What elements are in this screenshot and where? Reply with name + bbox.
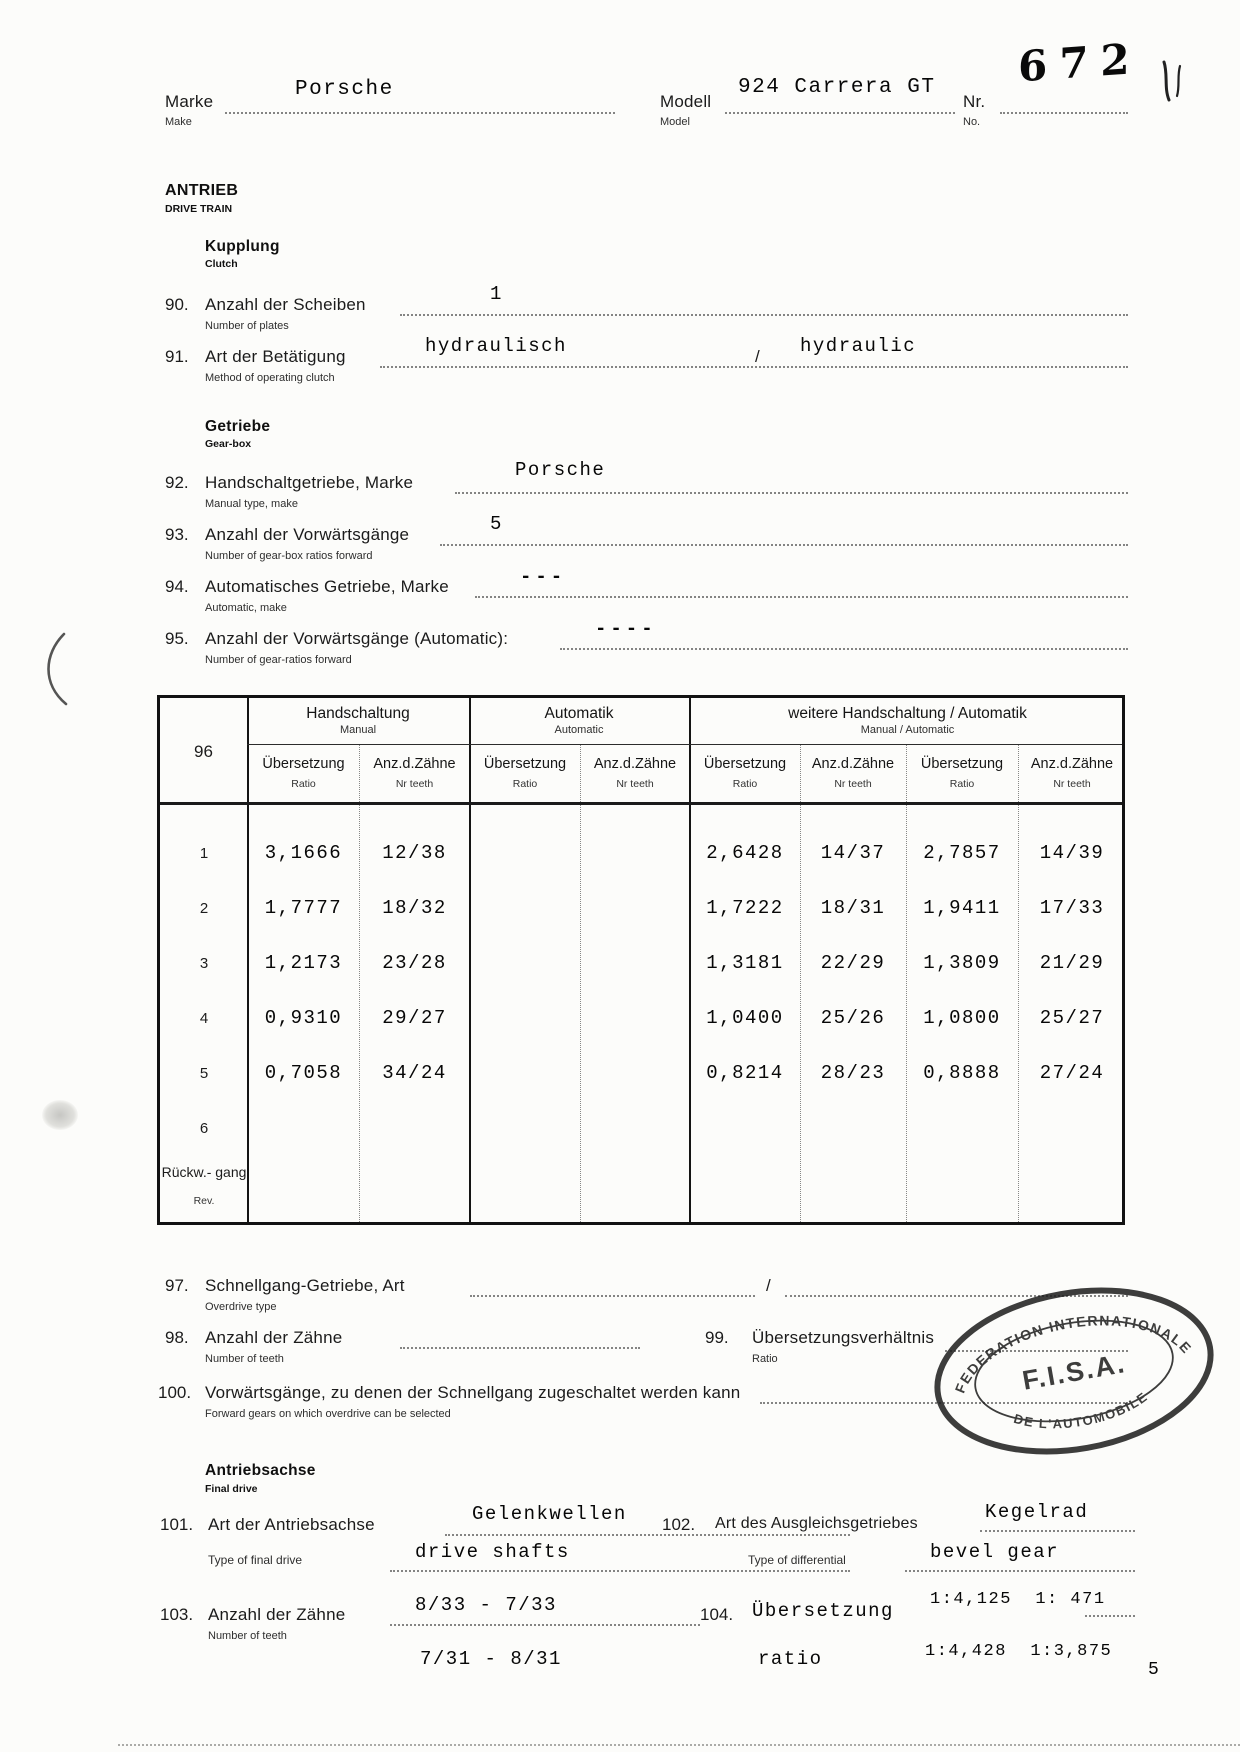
item-101-label: Art der Antriebsachse: [208, 1515, 375, 1534]
item-98-number: 98.: [165, 1328, 189, 1347]
clutch-subheading: Clutch: [205, 258, 238, 270]
item-100-sublabel: Forward gears on which overdrive can be selected: [205, 1408, 451, 1420]
cell-value: 23/28: [382, 952, 447, 974]
item-92-value: Porsche: [515, 459, 606, 481]
subheader-ratio-en-2: Ratio: [512, 778, 538, 790]
item-94-number: 94.: [165, 577, 189, 596]
cell-value: 22/29: [820, 952, 886, 974]
cell-value: 3,1666: [264, 842, 343, 864]
item-101-value-en: drive shafts: [415, 1541, 570, 1563]
subheader-ratio-3: Übersetzung: [703, 756, 787, 772]
item-95-value: ----: [595, 618, 657, 640]
cell-value: 28/23: [820, 1062, 886, 1084]
cell-value: [580, 836, 690, 870]
gear-label-reverse: Rückw.- gang: [161, 1163, 247, 1180]
cell-value: 14/37: [820, 842, 886, 864]
stamp-center-text: F.I.S.A.: [1020, 1348, 1129, 1396]
make-sublabel: Make: [165, 116, 192, 128]
subheader-teeth-en-4: Nr teeth: [1053, 778, 1091, 790]
table-subheader-line: [160, 802, 1122, 805]
subheader-teeth-en-2: Nr teeth: [616, 778, 654, 790]
cell-value: 1,7777: [264, 897, 343, 919]
cell-value: [248, 1111, 359, 1145]
item-91-fill-line: [380, 366, 1128, 368]
cell-value: [470, 891, 580, 925]
item-90-number: 90.: [165, 295, 189, 314]
table-row-gear-2: [160, 891, 1122, 925]
item-93-number: 93.: [165, 525, 189, 544]
cell-value: 1,9411: [923, 897, 1001, 919]
item-99-label: Übersetzungsverhältnis: [752, 1328, 935, 1347]
table-row-gear-6: [160, 1111, 1122, 1145]
item-97-fill-line-1: [470, 1295, 755, 1297]
item-104-value-line2: 1:4,428 1:3,875: [925, 1642, 1113, 1661]
subheader-ratio-1: Übersetzung: [262, 756, 345, 772]
no-sublabel: No.: [963, 116, 981, 128]
item-92-fill-line: [455, 492, 1128, 494]
item-103-value-line2: 7/31 - 8/31: [420, 1648, 562, 1670]
margin-pen-mark: [38, 628, 72, 712]
item-103-label: Anzahl der Zähne: [208, 1605, 346, 1624]
scan-bottom-edge: [118, 1744, 1240, 1746]
item-97-sublabel: Overdrive type: [205, 1301, 277, 1313]
item-92-number: 92.: [165, 473, 189, 492]
gear-label: 6: [199, 1119, 209, 1137]
marke-fill-line: [225, 112, 615, 114]
item-91-label: Art der Betätigung: [205, 347, 346, 366]
gear-label: 1: [199, 844, 209, 862]
drivetrain-subtitle: DRIVE TRAIN: [165, 203, 233, 215]
cell-value: 0,8888: [923, 1062, 1001, 1084]
item-97-number: 97.: [165, 1276, 189, 1295]
item-104-label-de: Übersetzung: [752, 1600, 894, 1622]
subheader-ratio-en-3: Ratio: [732, 778, 758, 790]
item-92-label: Handschaltgetriebe, Marke: [205, 473, 414, 492]
item-104-value-line1: 1:4,125 1: 471: [930, 1590, 1106, 1609]
modell-value: 924 Carrera GT: [738, 76, 936, 99]
gear-label: 4: [199, 1009, 209, 1027]
stamp-arc-bottom-text: DE L'AUTOMOBILE: [1012, 1388, 1151, 1432]
drivetrain-title: ANTRIEB: [165, 182, 239, 199]
cell-value: 25/26: [820, 1007, 886, 1029]
item-102-value-en: bevel gear: [930, 1541, 1060, 1563]
cell-value: [470, 836, 580, 870]
cell-value: 17/33: [1039, 897, 1105, 919]
item-91-separator: /: [755, 347, 760, 366]
modell-label: Modell: [660, 92, 712, 111]
item-91-sublabel: Method of operating clutch: [205, 372, 335, 384]
gear-label: 5: [199, 1064, 209, 1082]
table-row-reverse: [160, 1150, 1122, 1210]
cell-value: [359, 1111, 470, 1145]
table-row-gear-1: [160, 836, 1122, 870]
item-91-value-en: hydraulic: [800, 335, 917, 357]
item-97-label: Schnellgang-Getriebe, Art: [205, 1276, 405, 1295]
item-100-number: 100.: [158, 1383, 192, 1402]
item-93-fill-line: [440, 544, 1128, 546]
group-more-title: weitere Handschaltung / Automatik: [788, 705, 1027, 722]
cell-value: 1,3809: [923, 952, 1001, 974]
scan-smudge: [42, 1100, 78, 1130]
gearbox-heading: Getriebe: [205, 418, 271, 435]
item-93-value: 5: [490, 513, 503, 535]
group-automatic-subtitle: Automatic: [554, 724, 604, 736]
subheader-ratio-4: Übersetzung: [920, 756, 1004, 772]
cell-value: 21/29: [1039, 952, 1105, 974]
cell-value: [1018, 1111, 1126, 1145]
marke-label: Marke: [165, 92, 214, 111]
cell-value: [580, 1001, 690, 1035]
item-101-fill-line-de: [445, 1534, 850, 1536]
item-101-fill-line-en: [390, 1570, 850, 1572]
cell-value: [906, 1111, 1018, 1145]
item-104-label-en: ratio: [758, 1648, 823, 1670]
table-row-gear-5: [160, 1056, 1122, 1090]
group-more-subtitle: Manual / Automatic: [860, 724, 955, 736]
item-92-sublabel: Manual type, make: [205, 498, 298, 510]
item-94-sublabel: Automatic, make: [205, 602, 287, 614]
item-102-sublabel: Type of differential: [748, 1553, 846, 1567]
subheader-teeth-1: Anz.d.Zähne: [373, 756, 456, 772]
item-102-fill-line-de: [980, 1530, 1135, 1532]
cell-value: 14/39: [1039, 842, 1105, 864]
item-103-number: 103.: [160, 1605, 194, 1624]
item-90-fill-line: [400, 314, 1128, 316]
nr-label: Nr.: [963, 92, 986, 111]
item-93-label: Anzahl der Vorwärtsgänge: [205, 525, 410, 544]
cell-value: [580, 1056, 690, 1090]
group-manual-title: Handschaltung: [306, 705, 410, 722]
cell-value: 1,0800: [923, 1007, 1001, 1029]
cell-value: [800, 1111, 906, 1145]
stamp-arc-top-text: FEDERATION INTERNATIONALE: [951, 1312, 1196, 1396]
item-98-sublabel: Number of teeth: [205, 1353, 284, 1365]
item-98-label: Anzahl der Zähne: [205, 1328, 343, 1347]
item-90-sublabel: Number of plates: [205, 320, 289, 332]
gear-ratio-table: [157, 695, 1125, 1225]
item-102-value-de: Kegelrad: [985, 1501, 1089, 1523]
cell-value: 0,9310: [264, 1007, 343, 1029]
nr-fill-line: [1000, 112, 1128, 114]
cell-value: 0,7058: [264, 1062, 343, 1084]
group-automatic-title: Automatik: [544, 705, 614, 722]
item-90-value: 1: [490, 283, 503, 305]
cell-value: 0,8214: [706, 1062, 784, 1084]
item-95-fill-line: [560, 648, 1128, 650]
cell-value: 18/31: [820, 897, 886, 919]
cell-value: 1,0400: [706, 1007, 784, 1029]
cell-value: [470, 1056, 580, 1090]
subheader-ratio-en-1: Ratio: [291, 778, 316, 790]
cell-value: [580, 946, 690, 980]
gear-label-reverse-en: Rev.: [193, 1195, 215, 1207]
subheader-teeth-3: Anz.d.Zähne: [811, 756, 895, 772]
item-90-label: Anzahl der Scheiben: [205, 295, 366, 314]
gear-label: 3: [199, 954, 209, 972]
page-number: 5: [1148, 1660, 1161, 1680]
clutch-heading: Kupplung: [205, 238, 280, 255]
subheader-ratio-2: Übersetzung: [483, 756, 567, 772]
cell-value: 12/38: [382, 842, 447, 864]
nr-handwritten-value: 672: [1018, 33, 1142, 92]
model-sublabel: Model: [660, 116, 690, 128]
item-93-sublabel: Number of gear-box ratios forward: [205, 550, 373, 562]
cell-value: 18/32: [382, 897, 447, 919]
subheader-teeth-en-3: Nr teeth: [834, 778, 872, 790]
cell-value: [470, 1001, 580, 1035]
cell-value: 29/27: [382, 1007, 447, 1029]
item-103-sublabel: Number of teeth: [208, 1630, 287, 1642]
item-101-sublabel: Type of final drive: [208, 1553, 303, 1567]
cell-value: 2,6428: [706, 842, 784, 864]
item-99-number: 99.: [705, 1328, 729, 1347]
item-95-label: Anzahl der Vorwärtsgänge (Automatic):: [205, 629, 509, 648]
item-98-fill-line: [400, 1347, 640, 1349]
cell-value: 2,7857: [923, 842, 1001, 864]
item-104-number: 104.: [700, 1605, 734, 1624]
table-row-gear-3: [160, 946, 1122, 980]
item-94-value: ---: [520, 566, 567, 588]
item-91-value-de: hydraulisch: [425, 335, 567, 357]
table-item-number: 96: [194, 742, 213, 761]
cell-value: [690, 1111, 800, 1145]
table-grouptitle-line: [247, 744, 1122, 745]
subheader-ratio-en-4: Ratio: [949, 778, 975, 790]
item-103-value-line1: 8/33 - 7/33: [415, 1594, 557, 1616]
cell-value: 1,3181: [706, 952, 784, 974]
table-row-gear-4: [160, 1001, 1122, 1035]
item-94-label: Automatisches Getriebe, Marke: [205, 577, 449, 596]
item-102-number: 102.: [662, 1515, 696, 1534]
gearbox-subheading: Gear-box: [205, 438, 252, 450]
modell-fill-line: [725, 112, 955, 114]
cell-value: [580, 891, 690, 925]
cell-value: 25/27: [1039, 1007, 1105, 1029]
item-102-fill-line-en: [905, 1570, 1135, 1572]
subheader-teeth-4: Anz.d.Zähne: [1030, 756, 1114, 772]
item-101-value-de: Gelenkwellen: [472, 1503, 627, 1525]
cell-value: [470, 946, 580, 980]
final-drive-heading: Antriebsachse: [205, 1462, 316, 1479]
group-manual-subtitle: Manual: [339, 724, 377, 736]
item-94-fill-line: [475, 596, 1128, 598]
cell-value: 27/24: [1039, 1062, 1105, 1084]
item-95-sublabel: Number of gear-ratios forward: [205, 654, 352, 666]
cell-value: 1,7222: [706, 897, 784, 919]
item-103-fill-line: [390, 1624, 700, 1626]
final-drive-subheading: Final drive: [205, 1483, 258, 1495]
item-95-number: 95.: [165, 629, 189, 648]
cell-value: [470, 1111, 580, 1145]
item-99-sublabel: Ratio: [752, 1353, 778, 1365]
subheader-teeth-2: Anz.d.Zähne: [593, 756, 677, 772]
handwritten-mark: [1158, 58, 1188, 104]
item-91-number: 91.: [165, 347, 189, 366]
item-97-separator: /: [766, 1276, 771, 1295]
item-102-label: Art des Ausgleichsgetriebes: [715, 1515, 918, 1532]
item-100-label: Vorwärtsgänge, zu denen der Schnellgang zugeschaltet werden kann: [205, 1383, 741, 1402]
subheader-teeth-en-1: Nr teeth: [395, 778, 434, 790]
marke-value: Porsche: [295, 78, 394, 101]
gear-label: 2: [199, 899, 209, 917]
item-104-fill-line: [1085, 1615, 1135, 1617]
cell-value: [580, 1111, 690, 1145]
item-101-number: 101.: [160, 1515, 194, 1534]
cell-value: 1,2173: [264, 952, 343, 974]
cell-value: 34/24: [382, 1062, 447, 1084]
